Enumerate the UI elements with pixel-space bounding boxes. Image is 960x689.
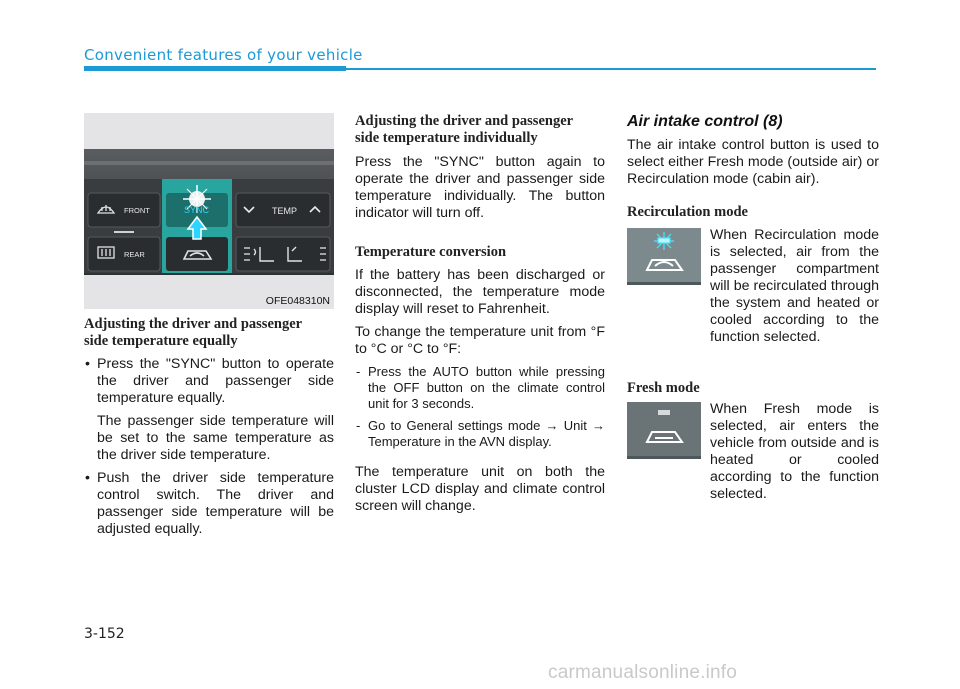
header-rule <box>346 68 876 70</box>
para-unit-change: The temperature unit on both the cluster LCD display and climate control screen will change. <box>355 464 605 514</box>
bullet-sync-cont: The passenger side temperature will be set to the same temperature as the driver side temperature. <box>97 413 334 463</box>
rear-button-label: REAR <box>124 250 145 259</box>
recirculation-text: When Recirculation mode is selected, air from the passenger compartment will be recirculated through the system and heated or cooled according to the function selected. <box>710 227 879 345</box>
climate-panel-illustration <box>84 113 334 309</box>
heading-air-intake: Air intake control (8) <box>627 113 783 130</box>
fresh-button-image <box>627 402 701 459</box>
col1-content <box>84 316 334 538</box>
col2-content <box>355 113 605 515</box>
fresh-air-car-icon <box>647 432 682 442</box>
para-air-intake: The air intake control button is used to select either Fresh mode (outside air) or Recirculation mode (cabin air). <box>627 137 879 187</box>
sync-button-label: SYNC <box>184 205 210 215</box>
recirculation-button-image <box>627 228 701 285</box>
col3-content <box>627 112 879 221</box>
figure-code: OFE048310N <box>265 295 330 307</box>
climate-panel-figure <box>84 113 334 309</box>
heading-individually: Adjusting the driver and passenger side temperature individually <box>355 113 574 146</box>
page-number: 3-152 <box>84 626 125 642</box>
recirculation-car-icon <box>647 260 682 270</box>
indicator-glow-icon <box>654 232 674 250</box>
heading-fresh: Fresh mode <box>627 380 700 396</box>
dash-auto-off: - Press the AUTO button while pressing the OFF button on the climate control unit for 3 seconds. <box>355 364 605 412</box>
fresh-text: When Fresh mode is selected, air enters the vehicle from outside and is heated or cooled according to the function selected. <box>710 401 879 502</box>
temp-label: TEMP <box>272 206 298 216</box>
heading-equally: Adjusting the driver and passenger side temperature equally <box>84 316 303 349</box>
para-battery: If the battery has been discharged or disconnected, the temperature mode display will reset to Fahrenheit. <box>355 267 605 317</box>
header-rule-accent <box>84 66 346 71</box>
heading-recirculation: Recirculation mode <box>627 204 748 220</box>
bullet-sync-press: • Press the "SYNC" button to operate the driver and passenger side temperature equally. <box>84 356 334 407</box>
para-sync-again: Press the "SYNC" button again to operate the driver and passenger side temperature individually. The button indicator will turn off. <box>355 154 605 221</box>
indicator-off-icon <box>658 410 670 415</box>
para-change-unit: To change the temperature unit from °F to °C or °C to °F: <box>355 324 605 357</box>
bullet-push-switch: • Push the driver side temperature control switch. The driver and passenger side temperature will be adjusted equally. <box>84 470 334 538</box>
section-title: Convenient features of your vehicle <box>84 46 363 64</box>
front-button-label: FRONT <box>124 206 150 215</box>
heading-temp-conversion: Temperature conversion <box>355 244 507 260</box>
watermark: carmanualsonline.info <box>548 662 738 683</box>
dash-general-settings: - Go to General settings mode → Unit → Temperature in the AVN display. <box>355 418 605 450</box>
